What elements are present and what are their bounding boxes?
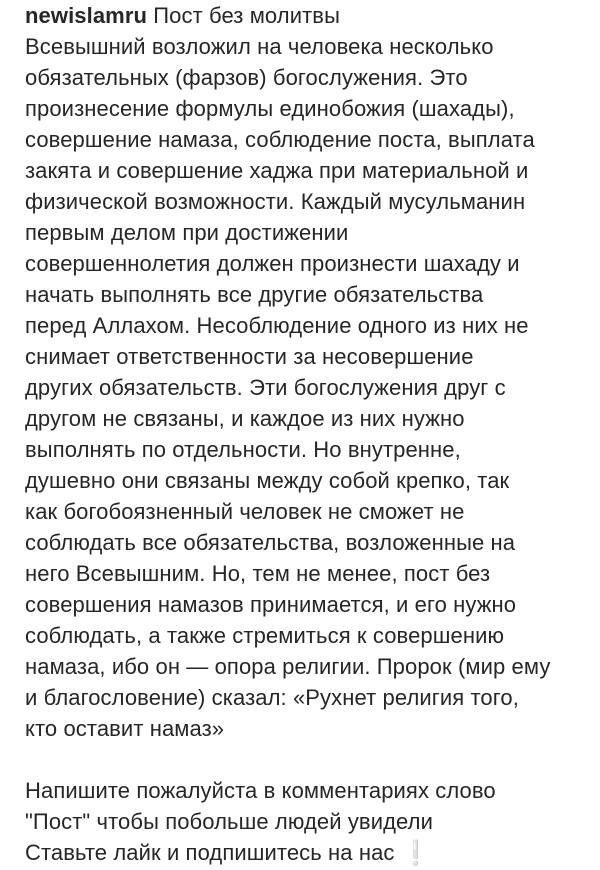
cta-line-text: Ставьте лайк и подпишитесь на нас (25, 840, 395, 865)
body-line: закята и совершение хаджа при материальной и (25, 158, 529, 183)
body-line: произнесение формулы единобожия (шахады), (25, 96, 515, 121)
cta-line: Напишите пожалуйста в комментариях слово (25, 778, 496, 803)
body-line: совершения намазов принимается, и его нужно (25, 592, 517, 617)
body-line: совершение намаза, соблюдение поста, выплата (25, 127, 535, 152)
body-line: выполнять по отдельности. Но внутренне, (25, 437, 461, 462)
call-to-action (25, 775, 582, 868)
body-line: как богобоязненный человек не сможет не (25, 499, 465, 524)
body-line: обязательных (фарзов) богослужения. Это (25, 65, 468, 90)
white-exclamation-icon: ❕ (400, 840, 431, 867)
post-title: Пост без молитвы (153, 3, 340, 28)
body-line: него Всевышним. Но, тем не менее, пост без (25, 561, 491, 586)
body-line: душевно они связаны между собой крепко, так (25, 468, 510, 493)
cta-line-final (25, 837, 582, 868)
body-line: первым делом при достижении (25, 220, 349, 245)
body-line: соблюдать все обязательства, возложенные на (25, 530, 516, 555)
body-line: снимает ответственности за несовершение (25, 344, 474, 369)
body-line: другом не связаны, и каждое из них нужно (25, 406, 465, 431)
body-line: совершеннолетия должен произнести шахаду и (25, 251, 520, 276)
body-line: физической возможности. Каждый мусульманин (25, 189, 526, 214)
body-line: соблюдать, а также стремиться к совершению (25, 623, 505, 648)
caption-header (25, 0, 582, 31)
username-link[interactable]: newislamru (25, 3, 148, 28)
body-line: других обязательств. Эти богослужения друг с (25, 375, 506, 400)
body-line: и благословение) сказал: «Рухнет религия того, (25, 685, 519, 710)
body-line: Всевышний возложил на человека несколько (25, 34, 494, 59)
body-line: кто оставит намаз» (25, 716, 225, 741)
caption-body (25, 31, 582, 744)
body-line: перед Аллахом. Несоблюдение одного из них не (25, 313, 529, 338)
cta-line: "Пост" чтобы побольше людей увидели (25, 809, 433, 834)
body-line: начать выполнять все другие обязательства (25, 282, 484, 307)
body-line: намаза, ибо он — опора религии. Пророк (мир ему (25, 654, 551, 679)
paragraph-spacer (25, 744, 582, 775)
